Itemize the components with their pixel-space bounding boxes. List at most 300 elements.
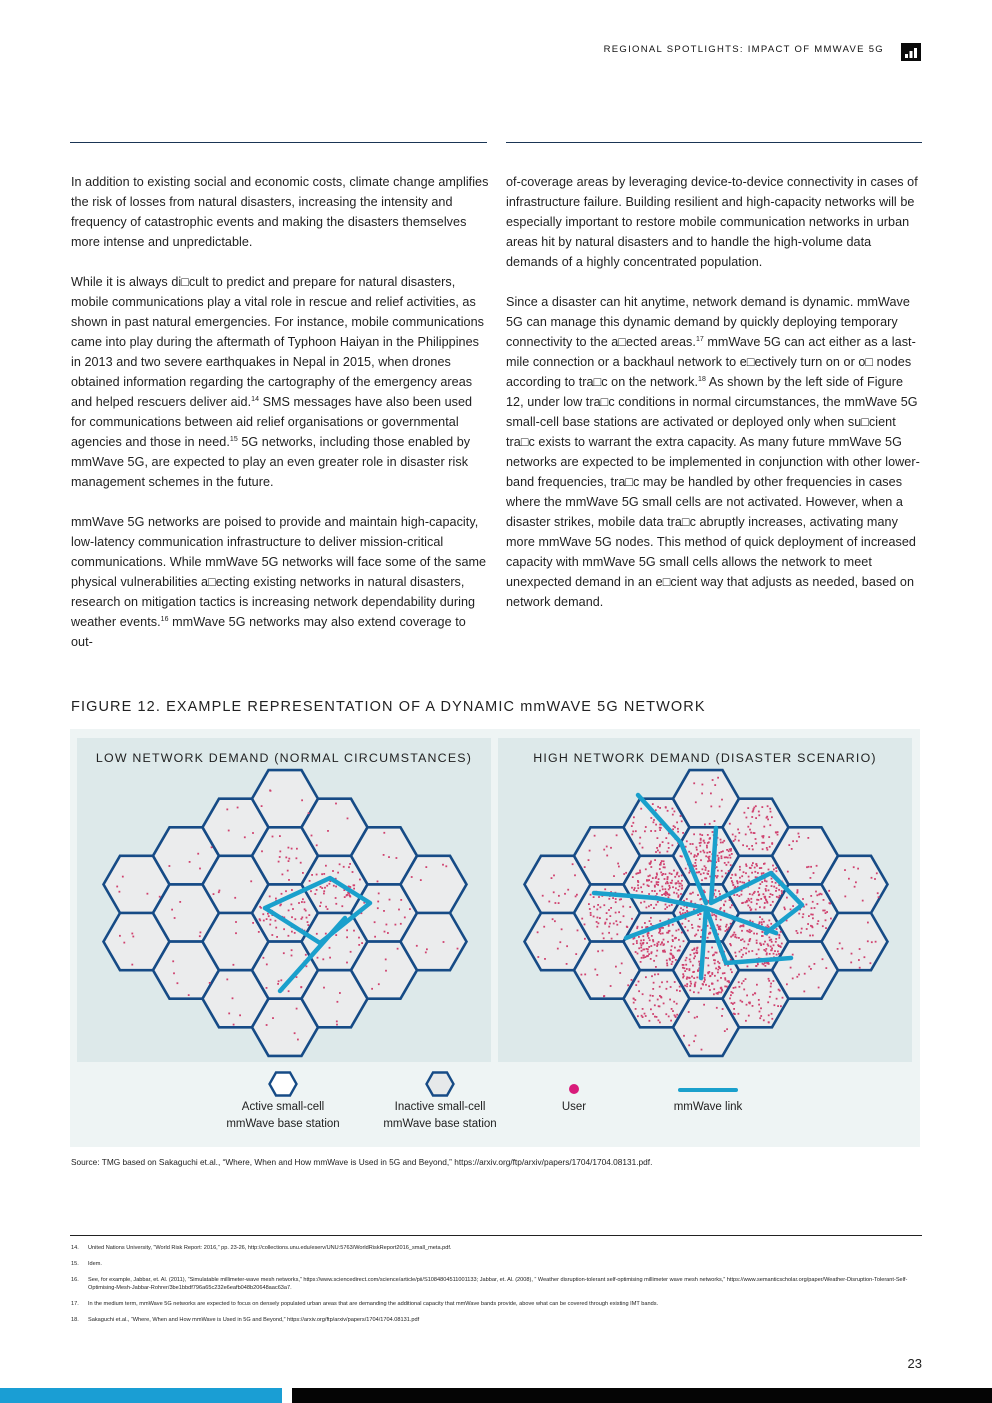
user-dot bbox=[250, 880, 252, 882]
user-dot bbox=[646, 907, 648, 909]
user-dot bbox=[681, 880, 683, 882]
user-dot bbox=[796, 976, 798, 978]
user-dot bbox=[749, 939, 751, 941]
user-dot bbox=[558, 902, 560, 904]
footnote-ref[interactable]: 17 bbox=[695, 335, 704, 343]
user-dot bbox=[768, 836, 770, 838]
user-dot bbox=[638, 990, 640, 992]
user-dot bbox=[757, 891, 759, 893]
user-dot bbox=[803, 991, 805, 993]
user-dot bbox=[780, 1005, 782, 1007]
user-dot bbox=[296, 848, 298, 850]
user-dot bbox=[745, 864, 747, 866]
user-dot bbox=[777, 834, 779, 836]
user-dot bbox=[665, 807, 667, 809]
user-dot bbox=[688, 1011, 690, 1013]
user-dot bbox=[693, 1040, 695, 1042]
user-dot bbox=[808, 915, 810, 917]
user-dot bbox=[608, 909, 610, 911]
user-dot bbox=[721, 857, 723, 859]
user-dot bbox=[694, 935, 696, 937]
user-dot bbox=[285, 890, 287, 892]
user-dot bbox=[742, 882, 744, 884]
user-dot bbox=[637, 872, 639, 874]
footnote-ref[interactable]: 16 bbox=[160, 615, 169, 623]
user-dot bbox=[650, 830, 652, 832]
user-dot bbox=[775, 938, 777, 940]
user-dot bbox=[678, 895, 680, 897]
user-dot bbox=[668, 885, 670, 887]
user-dot bbox=[650, 861, 652, 863]
user-dot bbox=[640, 886, 642, 888]
user-dot bbox=[584, 866, 586, 868]
user-dot bbox=[775, 941, 777, 943]
user-dot bbox=[695, 865, 697, 867]
user-dot bbox=[719, 908, 721, 910]
user-dot bbox=[576, 894, 578, 896]
user-dot bbox=[329, 883, 331, 885]
footnote: 15. Idem. bbox=[71, 1261, 102, 1267]
user-dot bbox=[746, 865, 748, 867]
user-dot bbox=[822, 958, 824, 960]
user-dot bbox=[773, 980, 775, 982]
user-dot bbox=[768, 1022, 770, 1024]
user-dot bbox=[296, 857, 298, 859]
user-dot bbox=[660, 933, 662, 935]
user-dot bbox=[269, 790, 271, 792]
user-dot bbox=[634, 887, 636, 889]
user-dot bbox=[698, 871, 700, 873]
user-dot bbox=[668, 925, 670, 927]
user-dot bbox=[147, 893, 149, 895]
user-dot bbox=[603, 849, 605, 851]
user-dot bbox=[239, 1014, 241, 1016]
user-dot bbox=[818, 894, 820, 896]
user-dot bbox=[686, 978, 688, 980]
user-dot bbox=[285, 857, 287, 859]
user-dot bbox=[276, 936, 278, 938]
low-demand-diagram bbox=[77, 738, 491, 1062]
user-dot bbox=[775, 882, 777, 884]
user-dot bbox=[764, 941, 766, 943]
user-dot bbox=[758, 887, 760, 889]
user-dot bbox=[566, 963, 568, 965]
user-dot bbox=[648, 946, 650, 948]
user-dot bbox=[291, 931, 293, 933]
user-dot bbox=[656, 847, 658, 849]
user-dot bbox=[288, 879, 290, 881]
user-dot bbox=[732, 834, 734, 836]
user-dot bbox=[723, 910, 725, 912]
user-dot bbox=[762, 963, 764, 965]
user-dot bbox=[652, 803, 654, 805]
user-dot bbox=[564, 893, 566, 895]
user-dot bbox=[655, 877, 657, 879]
user-dot bbox=[702, 868, 704, 870]
user-dot bbox=[771, 816, 773, 818]
user-dot bbox=[554, 920, 556, 922]
user-dot bbox=[778, 937, 780, 939]
user-dot bbox=[233, 1024, 235, 1026]
user-dot bbox=[681, 923, 683, 925]
user-dot bbox=[159, 896, 161, 898]
user-dot bbox=[817, 920, 819, 922]
user-dot bbox=[618, 911, 620, 913]
user-dot bbox=[744, 941, 746, 943]
user-dot bbox=[783, 907, 785, 909]
user-dot bbox=[728, 862, 730, 864]
user-dot bbox=[801, 928, 803, 930]
user-dot bbox=[686, 910, 688, 912]
user-dot bbox=[631, 979, 633, 981]
user-dot bbox=[726, 1028, 728, 1030]
user-dot bbox=[339, 992, 341, 994]
user-dot bbox=[616, 924, 618, 926]
user-dot bbox=[690, 981, 692, 983]
user-dot bbox=[674, 981, 676, 983]
user-dot bbox=[386, 924, 388, 926]
user-dot bbox=[610, 985, 612, 987]
user-dot bbox=[678, 929, 680, 931]
footnote-ref[interactable]: 15 bbox=[229, 435, 238, 443]
user-dot bbox=[649, 1000, 651, 1002]
user-dot bbox=[739, 926, 741, 928]
user-dot bbox=[620, 921, 622, 923]
user-dot bbox=[661, 894, 663, 896]
user-dot bbox=[878, 896, 880, 898]
user-dot bbox=[259, 906, 261, 908]
user-dot bbox=[720, 842, 722, 844]
user-dot bbox=[658, 1005, 660, 1007]
user-dot bbox=[640, 943, 642, 945]
user-dot bbox=[769, 939, 771, 941]
user-dot bbox=[792, 905, 794, 907]
user-dot bbox=[686, 840, 688, 842]
user-dot bbox=[553, 891, 555, 893]
user-dot bbox=[645, 956, 647, 958]
user-dot bbox=[668, 842, 670, 844]
user-dot bbox=[749, 929, 751, 931]
user-dot bbox=[346, 962, 348, 964]
user-dot bbox=[654, 859, 656, 861]
user-dot bbox=[642, 1008, 644, 1010]
user-dot bbox=[661, 981, 663, 983]
user-dot bbox=[632, 831, 634, 833]
left-column-rule bbox=[70, 142, 487, 143]
user-dot bbox=[606, 846, 608, 848]
user-dot bbox=[635, 984, 637, 986]
user-dot bbox=[692, 843, 694, 845]
user-dot bbox=[641, 957, 643, 959]
user-dot bbox=[682, 973, 684, 975]
footnote-ref[interactable]: 14 bbox=[251, 395, 260, 403]
user-dot bbox=[693, 991, 695, 993]
user-dot bbox=[654, 944, 656, 946]
user-dot bbox=[322, 958, 324, 960]
user-dot bbox=[853, 866, 855, 868]
user-dot bbox=[705, 869, 707, 871]
footnote-ref[interactable]: 18 bbox=[698, 375, 706, 383]
user-dot bbox=[608, 898, 610, 900]
user-dot bbox=[688, 920, 690, 922]
user-dot bbox=[697, 894, 699, 896]
user-dot bbox=[619, 972, 621, 974]
user-dot bbox=[612, 897, 614, 899]
user-dot bbox=[750, 823, 752, 825]
user-dot bbox=[727, 857, 729, 859]
user-dot bbox=[644, 1013, 646, 1015]
user-dot bbox=[701, 793, 703, 795]
user-dot bbox=[300, 862, 302, 864]
user-dot bbox=[760, 1007, 762, 1009]
user-dot bbox=[738, 1013, 740, 1015]
user-dot bbox=[656, 950, 658, 952]
user-dot bbox=[671, 904, 673, 906]
user-dot bbox=[657, 884, 659, 886]
user-dot bbox=[697, 947, 699, 949]
user-dot bbox=[537, 956, 539, 958]
user-dot bbox=[751, 865, 753, 867]
user-dot bbox=[643, 883, 645, 885]
user-dot bbox=[642, 935, 644, 937]
user-dot bbox=[679, 950, 681, 952]
user-dot bbox=[717, 924, 719, 926]
user-dot bbox=[122, 876, 124, 878]
user-dot bbox=[347, 818, 349, 820]
user-dot bbox=[280, 904, 282, 906]
user-dot bbox=[588, 903, 590, 905]
user-dot bbox=[610, 907, 612, 909]
user-dot bbox=[749, 907, 751, 909]
user-dot bbox=[736, 894, 738, 896]
user-dot bbox=[288, 860, 290, 862]
user-dot bbox=[776, 928, 778, 930]
user-dot bbox=[574, 874, 576, 876]
user-dot bbox=[656, 881, 658, 883]
user-dot bbox=[696, 849, 698, 851]
user-dot bbox=[598, 922, 600, 924]
user-dot bbox=[770, 904, 772, 906]
user-dot bbox=[701, 834, 703, 836]
user-dot bbox=[304, 908, 306, 910]
user-dot bbox=[635, 830, 637, 832]
user-dot bbox=[746, 1004, 748, 1006]
user-dot bbox=[672, 828, 674, 830]
running-header: REGIONAL SPOTLIGHTS: IMPACT OF MMWAVE 5G bbox=[603, 44, 884, 55]
user-dot bbox=[660, 862, 662, 864]
footnote-rule bbox=[70, 1235, 922, 1236]
user-dot bbox=[778, 953, 780, 955]
user-dot bbox=[738, 832, 740, 834]
user-dot bbox=[349, 886, 351, 888]
user-dot bbox=[711, 947, 713, 949]
user-dot bbox=[724, 862, 726, 864]
user-dot bbox=[752, 811, 754, 813]
user-dot bbox=[697, 929, 699, 931]
user-dot bbox=[348, 866, 350, 868]
user-dot bbox=[787, 871, 789, 873]
user-dot bbox=[346, 894, 348, 896]
user-dot bbox=[650, 958, 652, 960]
user-dot bbox=[631, 834, 633, 836]
user-dot bbox=[699, 918, 701, 920]
user-dot bbox=[335, 903, 337, 905]
user-dot bbox=[555, 902, 557, 904]
user-dot bbox=[732, 884, 734, 886]
user-dot bbox=[755, 817, 757, 819]
user-dot bbox=[675, 930, 677, 932]
user-dot bbox=[677, 828, 679, 830]
user-dot bbox=[689, 985, 691, 987]
user-dot bbox=[306, 917, 308, 919]
user-dot bbox=[647, 935, 649, 937]
user-dot bbox=[782, 997, 784, 999]
user-dot bbox=[627, 984, 629, 986]
user-dot bbox=[771, 878, 773, 880]
user-dot bbox=[177, 982, 179, 984]
user-dot bbox=[600, 906, 602, 908]
user-dot bbox=[590, 912, 592, 914]
user-dot bbox=[730, 959, 732, 961]
left-paragraph-2: While it is always di□cult to predict and prepare for natural disasters, mobile communications play a vital role in rescue and relief activities, as shown in past natural emergencies. For instance, mobile communications came into play during the aftermath of Typhoon Haiyan in the Philippines in 2013 and two severe earthquakes in Nepal in 2015, when drones obtained information regarding the cartography of the emergency areas and helped rescuers deliver aid.$^{14}$ SMS messages have also been used for communications between aid relief organisations or governmental agencies and those in need.$^{15}$ 5G networks, including those enabled by mmWave 5G, are expected to play an even greater role in disaster risk management schemes in the future. bbox=[71, 275, 484, 489]
user-dot bbox=[812, 914, 814, 916]
user-dot bbox=[665, 883, 667, 885]
user-dot bbox=[677, 880, 679, 882]
user-dot bbox=[693, 953, 695, 955]
user-dot bbox=[829, 902, 831, 904]
user-dot bbox=[659, 844, 661, 846]
user-dot bbox=[657, 999, 659, 1001]
user-dot bbox=[670, 882, 672, 884]
user-dot bbox=[188, 994, 190, 996]
user-dot bbox=[817, 923, 819, 925]
user-dot bbox=[821, 893, 823, 895]
user-dot bbox=[636, 942, 638, 944]
user-dot bbox=[173, 972, 175, 974]
user-dot bbox=[657, 973, 659, 975]
user-dot bbox=[544, 958, 546, 960]
user-dot bbox=[689, 893, 691, 895]
user-dot bbox=[751, 816, 753, 818]
user-dot bbox=[750, 898, 752, 900]
user-dot bbox=[814, 907, 816, 909]
user-dot bbox=[824, 910, 826, 912]
user-dot bbox=[752, 894, 754, 896]
user-dot bbox=[673, 957, 675, 959]
user-dot bbox=[722, 842, 724, 844]
user-dot bbox=[378, 893, 380, 895]
user-dot bbox=[542, 895, 544, 897]
user-dot bbox=[266, 1024, 268, 1026]
user-dot bbox=[859, 967, 861, 969]
user-dot bbox=[720, 839, 722, 841]
user-dot bbox=[717, 972, 719, 974]
user-dot bbox=[174, 917, 176, 919]
user-dot bbox=[656, 943, 658, 945]
user-dot bbox=[754, 993, 756, 995]
user-dot bbox=[623, 873, 625, 875]
user-dot bbox=[665, 873, 667, 875]
user-dot bbox=[633, 998, 635, 1000]
user-dot bbox=[657, 881, 659, 883]
user-dot bbox=[709, 932, 711, 934]
user-dot bbox=[664, 908, 666, 910]
user-dot bbox=[679, 912, 681, 914]
user-dot bbox=[767, 819, 769, 821]
user-dot bbox=[858, 959, 860, 961]
user-dot bbox=[670, 949, 672, 951]
user-dot bbox=[278, 980, 280, 982]
user-dot bbox=[603, 904, 605, 906]
user-dot bbox=[718, 857, 720, 859]
user-dot bbox=[741, 875, 743, 877]
user-dot bbox=[735, 955, 737, 957]
user-dot bbox=[323, 893, 325, 895]
user-dot bbox=[720, 851, 722, 853]
user-dot bbox=[119, 891, 121, 893]
user-dot bbox=[267, 913, 269, 915]
user-dot bbox=[708, 965, 710, 967]
user-dot bbox=[675, 959, 677, 961]
user-dot bbox=[596, 974, 598, 976]
user-dot bbox=[830, 918, 832, 920]
user-dot bbox=[706, 845, 708, 847]
user-dot bbox=[771, 948, 773, 950]
user-dot bbox=[703, 872, 705, 874]
user-dot bbox=[682, 967, 684, 969]
user-dot bbox=[297, 1039, 299, 1041]
user-dot bbox=[713, 988, 715, 990]
user-dot bbox=[636, 890, 638, 892]
user-dot bbox=[296, 1008, 298, 1010]
user-dot bbox=[664, 951, 666, 953]
user-dot bbox=[764, 902, 766, 904]
user-dot bbox=[671, 880, 673, 882]
user-dot bbox=[325, 865, 327, 867]
user-dot bbox=[746, 930, 748, 932]
user-dot bbox=[796, 930, 798, 932]
user-dot bbox=[659, 986, 661, 988]
user-dot bbox=[810, 895, 812, 897]
user-dot bbox=[764, 896, 766, 898]
user-dot bbox=[767, 849, 769, 851]
user-dot bbox=[758, 894, 760, 896]
user-dot bbox=[705, 867, 707, 869]
user-dot bbox=[728, 870, 730, 872]
user-dot bbox=[663, 939, 665, 941]
user-dot bbox=[817, 903, 819, 905]
user-dot bbox=[798, 974, 800, 976]
user-dot bbox=[654, 1016, 656, 1018]
user-dot bbox=[234, 897, 236, 899]
user-dot bbox=[667, 878, 669, 880]
user-dot bbox=[766, 881, 768, 883]
user-dot bbox=[700, 936, 702, 938]
user-dot bbox=[676, 822, 678, 824]
user-dot bbox=[680, 883, 682, 885]
user-dot bbox=[335, 886, 337, 888]
user-dot bbox=[724, 857, 726, 859]
user-dot bbox=[266, 987, 268, 989]
user-dot bbox=[302, 872, 304, 874]
user-dot bbox=[336, 1024, 338, 1026]
user-dot bbox=[762, 837, 764, 839]
user-dot bbox=[663, 860, 665, 862]
user-dot bbox=[306, 965, 308, 967]
user-dot bbox=[661, 860, 663, 862]
user-dot bbox=[659, 929, 661, 931]
user-dot bbox=[343, 866, 345, 868]
